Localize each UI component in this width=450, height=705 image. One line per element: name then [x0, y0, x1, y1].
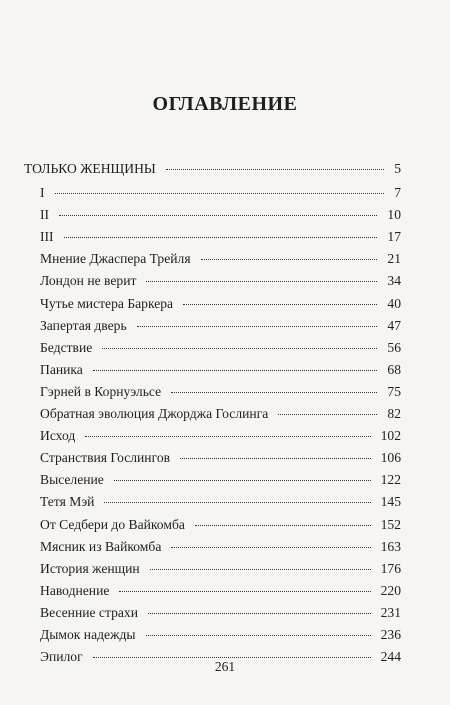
toc-entry [24, 337, 401, 359]
toc-entry-label: Бедствие [40, 339, 93, 355]
toc-entry-label: Мясник из Вайкомба [40, 538, 162, 554]
dot-leader [148, 612, 371, 614]
dot-leader [137, 325, 378, 327]
dot-leader [64, 236, 378, 238]
toc-entry-label: Лондон не верит [40, 273, 137, 289]
dot-leader [146, 280, 377, 282]
toc-entry-page: 102 [380, 428, 401, 444]
dot-leader [183, 303, 377, 305]
toc-entry [24, 514, 401, 536]
toc-entry-label: История женщин [40, 560, 140, 576]
dot-leader [104, 501, 370, 503]
toc-entry-page: 122 [380, 472, 401, 488]
toc-entry [24, 558, 401, 580]
dot-leader [55, 192, 385, 194]
dot-leader [195, 524, 371, 526]
toc-entry-page: 17 [387, 229, 401, 245]
toc-entry-part [24, 158, 401, 180]
toc-entry [24, 293, 401, 315]
toc-entry [24, 447, 401, 469]
toc-entry-label: Обратная эволюция Джорджа Гослинга [40, 406, 269, 422]
toc-entry-page: 163 [380, 538, 401, 554]
toc-entry [24, 624, 401, 646]
toc-entry-label: ТОЛЬКО ЖЕНЩИНЫ [24, 161, 156, 176]
toc-entry [24, 204, 401, 226]
toc-entry-page: 231 [380, 604, 401, 620]
toc-entry [24, 580, 401, 602]
toc-entry [24, 359, 401, 381]
dot-leader [93, 656, 371, 658]
dot-leader [85, 435, 370, 437]
toc-entry-page: 7 [394, 185, 401, 201]
toc-entry [24, 270, 401, 292]
toc-entry-page: 106 [380, 450, 401, 466]
toc-entry-label: Весенние страхи [40, 604, 138, 620]
toc-entry-label: Мнение Джаспера Трейля [40, 251, 191, 267]
toc-entry-list [24, 182, 401, 668]
toc-entry-label: III [40, 229, 54, 245]
dot-leader [166, 168, 384, 170]
toc-entry [24, 315, 401, 337]
toc-entry-page: 236 [380, 626, 401, 642]
toc-entry-page: 220 [380, 582, 401, 598]
toc-entry-page: 21 [387, 251, 401, 267]
dot-leader [93, 369, 378, 371]
toc-entry [24, 226, 401, 248]
toc-entry-label: Исход [40, 428, 76, 444]
toc-entry-page: 152 [380, 516, 401, 532]
toc-entry [24, 182, 401, 204]
toc-entry-page: 34 [387, 273, 401, 289]
toc-entry-label: Запертая дверь [40, 317, 127, 333]
toc-entry [24, 469, 401, 491]
toc-entry-label: II [40, 207, 50, 223]
toc-entry [24, 536, 401, 558]
toc-entry-page: 244 [380, 649, 401, 665]
toc-entry-page: 40 [387, 295, 401, 311]
page-title: ОГЛАВЛЕНИЕ [152, 93, 298, 115]
toc-entry-label: Паника [40, 361, 83, 377]
dot-leader [119, 590, 370, 592]
toc-entry-page: 68 [387, 361, 401, 377]
toc-entry [24, 403, 401, 425]
dot-leader [171, 546, 370, 548]
toc-entry-page: 56 [387, 339, 401, 355]
page-number: 261 [214, 659, 236, 674]
table-of-contents [24, 158, 401, 668]
toc-entry [24, 425, 401, 447]
dot-leader [180, 457, 371, 459]
dot-leader [114, 479, 371, 481]
toc-entry [24, 491, 401, 513]
toc-entry-page: 75 [387, 383, 401, 399]
toc-entry-label: Наводнение [40, 582, 110, 598]
toc-entry-label: Эпилог [40, 649, 83, 665]
toc-entry-page: 176 [380, 560, 401, 576]
toc-entry-label: Гэрней в Корнуэльсе [40, 383, 162, 399]
dot-leader [150, 568, 371, 570]
toc-entry-label: От Седбери до Вайкомба [40, 516, 185, 532]
toc-entry [24, 381, 401, 403]
dot-leader [278, 413, 377, 415]
toc-entry-label: I [40, 185, 45, 201]
toc-entry-page: 5 [394, 161, 401, 176]
toc-entry-page: 47 [387, 317, 401, 333]
dot-leader [102, 347, 377, 349]
toc-entry-label: Тетя Мэй [40, 494, 95, 510]
toc-entry-page: 145 [380, 494, 401, 510]
dot-leader [171, 391, 377, 393]
toc-entry [24, 602, 401, 624]
dot-leader [201, 258, 378, 260]
toc-entry-label: Дымок надежды [40, 626, 136, 642]
toc-entry-page: 82 [387, 406, 401, 422]
dot-leader [59, 214, 377, 216]
toc-entry-label: Странствия Гослингов [40, 450, 171, 466]
toc-entry-page: 10 [387, 207, 401, 223]
toc-entry-label: Чутье мистера Баркера [40, 295, 174, 311]
toc-entry [24, 248, 401, 270]
dot-leader [146, 634, 371, 636]
toc-entry-label: Выселение [40, 472, 104, 488]
